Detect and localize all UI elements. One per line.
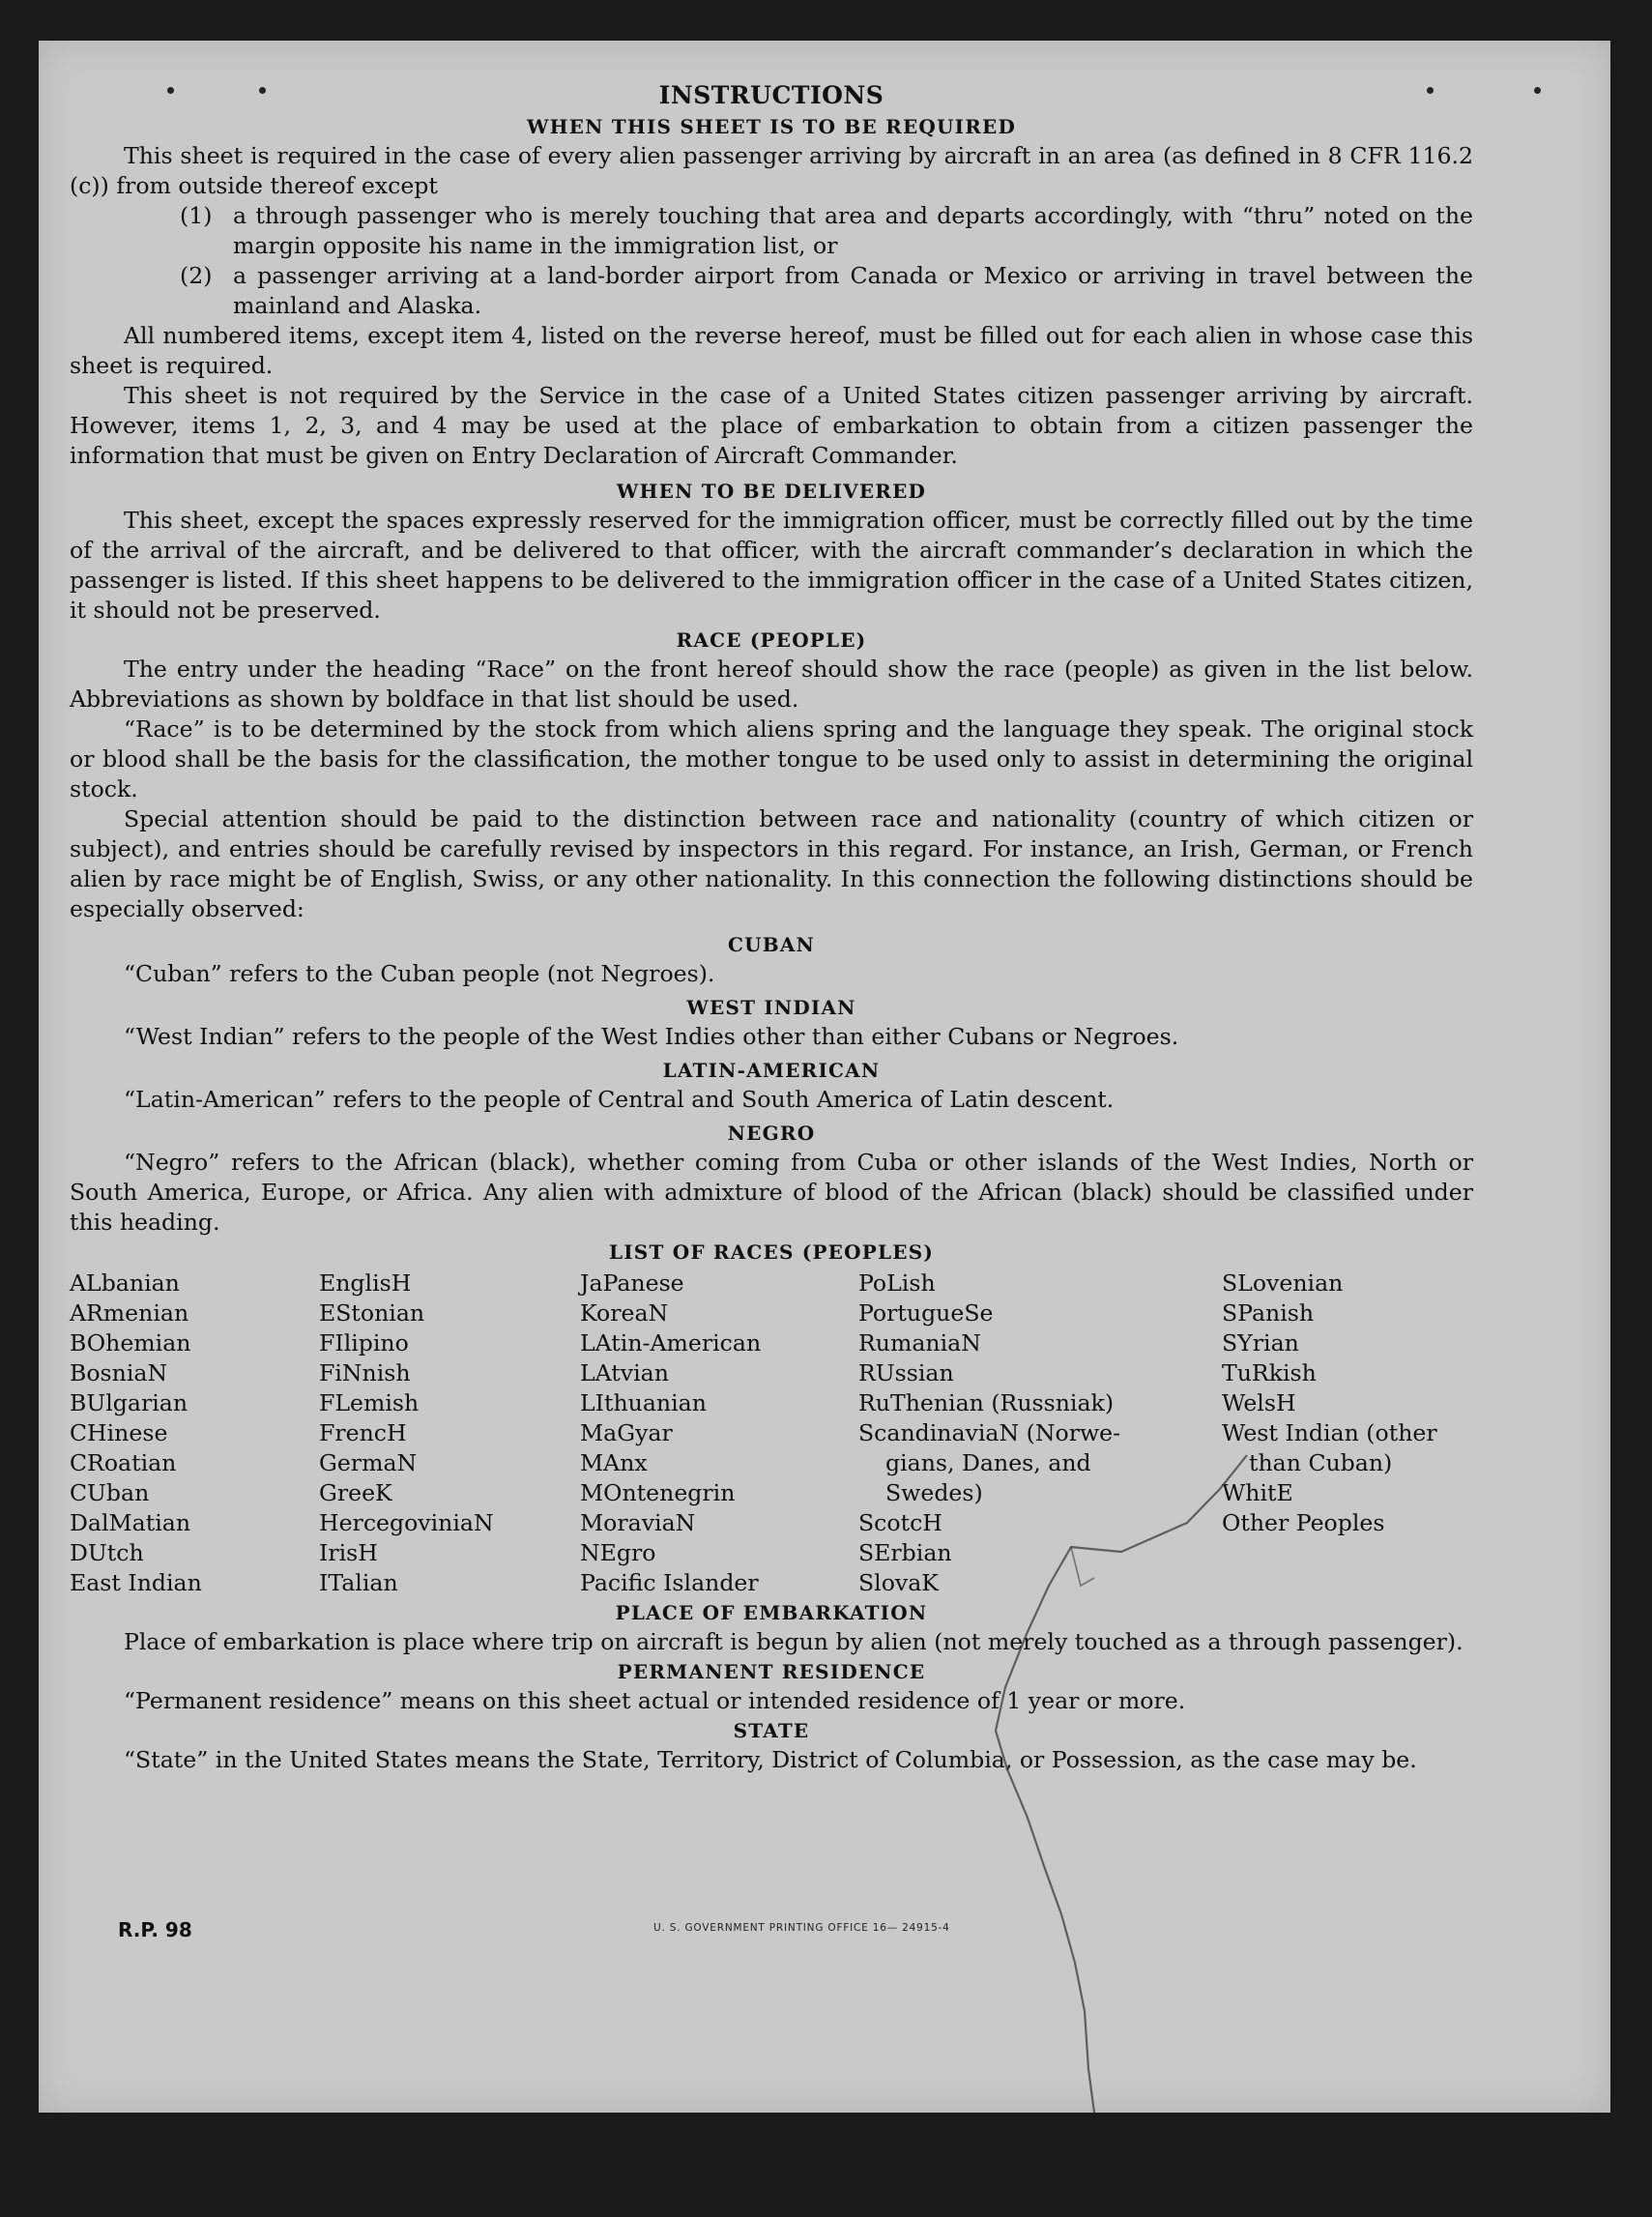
instructions-body	[70, 79, 1473, 1775]
race-item: RUssian	[858, 1359, 954, 1386]
section-heading-negro: NEGRO	[727, 1122, 816, 1145]
race-item: CUban	[70, 1479, 150, 1506]
race-item: HercegoviniaN	[319, 1509, 494, 1536]
race-item: SYrian	[1222, 1329, 1299, 1356]
required-intro: This sheet is required in the case of every alien passenger arriving by aircraft in an area (as defined in 8 CFR 116.2 (c)) from outside thereof except	[70, 142, 1473, 199]
race-item: LIthuanian	[580, 1389, 707, 1416]
race-item: MoraviaN	[580, 1509, 696, 1536]
race-item: ScotcH	[858, 1509, 942, 1536]
race-item: LAtin-American	[580, 1329, 762, 1356]
exception-item	[70, 261, 1473, 321]
page-title: INSTRUCTIONS	[658, 81, 884, 109]
race-item: MAnx	[580, 1449, 648, 1476]
race-item: MaGyar	[580, 1419, 673, 1446]
exception-text: a passenger arriving at a land-border airport from Canada or Mexico or arriving in travel between the mainland and Alaska.	[233, 262, 1473, 319]
race-item: FLemish	[319, 1389, 420, 1416]
race-column-5	[1222, 1269, 1473, 1598]
race-item: West Indian (other	[1222, 1419, 1437, 1446]
race-list	[70, 1269, 1473, 1598]
race-column-2	[319, 1269, 580, 1598]
race-item: East Indian	[70, 1569, 202, 1596]
race-item: ITalian	[319, 1569, 398, 1596]
race-item: LAtvian	[580, 1359, 669, 1386]
race-item: FrencH	[319, 1419, 407, 1446]
section-heading-latin-american: LATIN-AMERICAN	[662, 1059, 881, 1082]
race-item: EnglisH	[319, 1269, 412, 1297]
race-item: KoreaN	[580, 1299, 669, 1327]
race-item: ScandinaviaN (Norwe-	[858, 1419, 1121, 1446]
race-item: EStonian	[319, 1299, 425, 1327]
race-para-1: The entry under the heading “Race” on the front hereof should show the race (people) as given in the list below. Abbreviations as shown by boldface in that list should be used.	[70, 656, 1473, 713]
race-item: DUtch	[70, 1539, 144, 1566]
race-item: CRoatian	[70, 1449, 177, 1476]
race-item: ARmenian	[70, 1299, 189, 1327]
printer-imprint: U. S. GOVERNMENT PRINTING OFFICE 16— 24915-4	[653, 1922, 950, 1934]
latin-american-definition: “Latin-American” refers to the people of Central and South America of Latin descent.	[124, 1086, 1115, 1113]
section-heading-state: STATE	[733, 1719, 810, 1742]
race-item: PortugueSe	[858, 1299, 994, 1327]
race-item: RuThenian (Russniak)	[858, 1389, 1115, 1416]
section-heading-races: LIST OF RACES (PEOPLES)	[608, 1240, 935, 1264]
race-item: Swedes)	[885, 1479, 983, 1506]
race-item: FiNnish	[319, 1359, 411, 1386]
embarkation-definition: Place of embarkation is place where trip on aircraft is begun by alien (not merely touched as a through passenger).	[124, 1628, 1464, 1655]
race-item: FIlipino	[319, 1329, 409, 1356]
race-item: WelsH	[1222, 1389, 1296, 1416]
race-item: Other Peoples	[1222, 1509, 1385, 1536]
race-column-3	[580, 1269, 858, 1598]
section-heading-delivered: WHEN TO BE DELIVERED	[616, 480, 927, 503]
race-item: than Cuban)	[1249, 1449, 1393, 1476]
race-item: JaPanese	[580, 1269, 684, 1297]
west-indian-definition: “West Indian” refers to the people of the West Indies other than either Cubans or Negroes.	[124, 1023, 1179, 1050]
section-heading-race: RACE (PEOPLE)	[676, 628, 867, 652]
race-item: PoLish	[858, 1269, 936, 1297]
section-heading-embarkation: PLACE OF EMBARKATION	[615, 1601, 928, 1624]
page-footer	[118, 1918, 1522, 1947]
race-item: DalMatian	[70, 1509, 191, 1536]
section-heading-cuban: CUBAN	[727, 933, 816, 956]
race-column-4	[858, 1269, 1222, 1598]
race-item: ALbanian	[70, 1269, 180, 1297]
race-item: gians, Danes, and	[885, 1449, 1091, 1476]
exception-number: (1)	[180, 202, 213, 229]
section-heading-residence: PERMANENT RESIDENCE	[617, 1660, 926, 1683]
negro-definition: “Negro” refers to the African (black), whether coming from Cuba or other islands of the West Indies, North or South America, Europe, or Africa. Any alien with admixture of blood of the African (black) should be classified under this heading.	[70, 1149, 1473, 1236]
race-item: TuRkish	[1222, 1359, 1317, 1386]
cuban-definition: “Cuban” refers to the Cuban people (not Negroes).	[124, 960, 715, 987]
race-item: MOntenegrin	[580, 1479, 736, 1506]
race-item: WhitE	[1222, 1479, 1293, 1506]
exception-item	[70, 201, 1473, 261]
race-item: SLovenian	[1222, 1269, 1344, 1297]
race-item: BosniaN	[70, 1359, 168, 1386]
race-item: GreeK	[319, 1479, 392, 1506]
race-item: RumaniaN	[858, 1329, 981, 1356]
race-para-2: “Race” is to be determined by the stock from which aliens spring and the language they speak. The original stock or blood shall be the basis for the classification, the mother tongue to be used only to assist in determining the original stock.	[70, 715, 1473, 802]
section-heading-west-indian: WEST INDIAN	[686, 996, 856, 1019]
race-item: IrisH	[319, 1539, 378, 1566]
race-item: SErbian	[858, 1539, 952, 1566]
required-para-3: This sheet is not required by the Service in the case of a United States citizen passenger arriving by aircraft. However, items 1, 2, 3, and 4 may be used at the place of embarkation to obtain from a citizen passenger the information that must be given on Entry Declaration of Aircraft Commander.	[70, 382, 1473, 469]
section-heading-required: WHEN THIS SHEET IS TO BE REQUIRED	[526, 115, 1017, 138]
race-item: NEgro	[580, 1539, 656, 1566]
punch-hole-mark	[1534, 87, 1541, 94]
race-item: BOhemian	[70, 1329, 191, 1356]
race-para-3: Special attention should be paid to the distinction between race and nationality (country of which citizen or subject), and entries should be carefully revised by inspectors in this regard. For instance, an Irish, German, or French alien by race might be of English, Swiss, or any other nationality. In this connection the following distinctions should be especially observed:	[70, 805, 1473, 922]
race-column-1	[70, 1269, 319, 1598]
delivered-para: This sheet, except the spaces expressly reserved for the immigration officer, must be correctly filled out by the time of the arrival of the aircraft, and be delivered to that officer, with the aircraft commander’s declaration in which the passenger is listed. If this sheet happens to be delivered to the immigration officer in the case of a United States citizen, it should not be preserved.	[70, 507, 1473, 624]
state-definition: “State” in the United States means the State, Territory, District of Columbia, or Possession, as the case may be.	[124, 1746, 1417, 1773]
race-item: CHinese	[70, 1419, 168, 1446]
race-item: SlovaK	[858, 1569, 939, 1596]
residence-definition: “Permanent residence” means on this sheet actual or intended residence of 1 year or more.	[124, 1687, 1186, 1714]
exception-number: (2)	[180, 262, 213, 289]
race-item: Pacific Islander	[580, 1569, 759, 1596]
required-para-2: All numbered items, except item 4, listed on the reverse hereof, must be filled out for each alien in whose case this sheet is required.	[70, 322, 1473, 379]
race-item: BUlgarian	[70, 1389, 188, 1416]
exception-text: a through passenger who is merely touching that area and departs accordingly, with “thru” noted on the margin opposite his name in the immigration list, or	[233, 202, 1473, 259]
form-number: R.P. 98	[118, 1918, 192, 1941]
race-item: GermaN	[319, 1449, 418, 1476]
race-item: SPanish	[1222, 1299, 1315, 1327]
